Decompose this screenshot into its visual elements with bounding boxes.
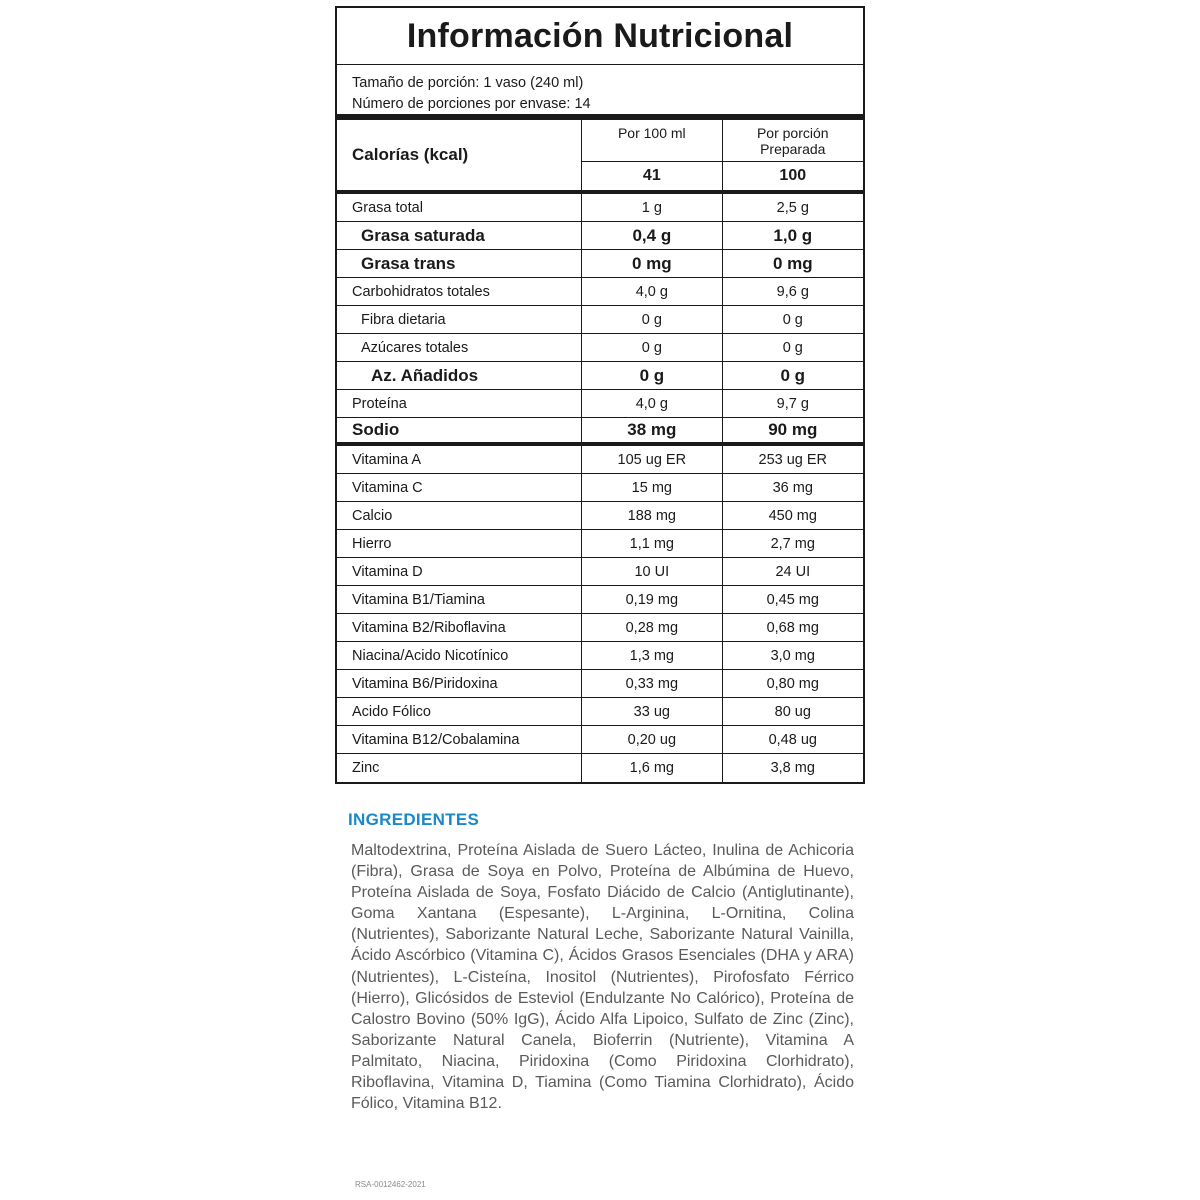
nutrient-name: Vitamina B6/Piridoxina <box>337 670 582 697</box>
value-per-serving: 1,0 g <box>773 225 813 245</box>
nutrient-name: Grasa total <box>337 194 582 221</box>
table-row <box>337 670 863 698</box>
value-per-100: 0,28 mg <box>582 614 722 641</box>
col1-header: Por 100 ml <box>582 120 721 162</box>
value-per-100: 0 mg <box>582 250 722 277</box>
value-per-serving: 2,7 mg <box>770 535 815 552</box>
table-row <box>337 306 863 334</box>
value-per-100: 38 mg <box>582 418 722 442</box>
table-row <box>337 446 863 474</box>
table-row <box>337 390 863 418</box>
value-per-serving: 9,6 g <box>776 283 809 300</box>
value-per-100: 1,3 mg <box>582 642 722 669</box>
nutrient-name: Grasa trans <box>337 250 582 277</box>
value-per-100: 15 mg <box>582 474 722 501</box>
col2-header <box>723 120 863 162</box>
registration-code: RSA-0012462-2021 <box>355 1180 426 1189</box>
value-per-100: 33 ug <box>582 698 722 725</box>
calories-per-serving: 100 <box>779 167 807 184</box>
nutrient-name: Vitamina B2/Riboflavina <box>337 614 582 641</box>
table-row <box>337 278 863 306</box>
col2-header-line2: Preparada <box>760 141 826 157</box>
value-per-serving: 450 mg <box>768 507 817 524</box>
value-per-serving: 0 g <box>782 311 803 328</box>
nutrient-name: Vitamina A <box>337 446 582 473</box>
nutrient-name: Sodio <box>337 418 582 442</box>
calories-header <box>337 120 863 194</box>
table-row <box>337 222 863 250</box>
calories-label: Calorías (kcal) <box>337 120 582 190</box>
value-per-serving: 2,5 g <box>776 199 809 216</box>
nutrient-name: Vitamina B1/Tiamina <box>337 586 582 613</box>
value-per-serving: 80 ug <box>774 703 811 720</box>
value-per-serving: 9,7 g <box>776 395 809 412</box>
serving-size: Tamaño de porción: 1 vaso (240 ml) <box>352 75 584 91</box>
value-per-100: 0 g <box>582 362 722 389</box>
nutrient-name: Niacina/Acido Nicotínico <box>337 642 582 669</box>
table-row <box>337 614 863 642</box>
table-row <box>337 642 863 670</box>
nutrient-name: Az. Añadidos <box>337 362 582 389</box>
value-per-serving: 0,48 ug <box>768 731 817 748</box>
col-per-100 <box>582 120 722 190</box>
value-per-100: 4,0 g <box>582 278 722 305</box>
table-row <box>337 586 863 614</box>
value-per-100: 1 g <box>582 194 722 221</box>
ingredients-title: INGREDIENTES <box>348 810 480 829</box>
nutrient-name: Vitamina D <box>337 558 582 585</box>
value-per-serving: 0,45 mg <box>766 591 819 608</box>
table-row <box>337 726 863 754</box>
nutrient-name: Fibra dietaria <box>337 306 582 333</box>
table-row <box>337 754 863 782</box>
value-per-100: 0,33 mg <box>582 670 722 697</box>
value-per-serving: 90 mg <box>768 420 818 439</box>
nutrient-name: Vitamina B12/Cobalamina <box>337 726 582 753</box>
nutrient-name: Azúcares totales <box>337 334 582 361</box>
value-per-serving: 3,0 mg <box>770 647 815 664</box>
nutrient-name: Calcio <box>337 502 582 529</box>
col-per-serving <box>723 120 863 190</box>
table-row <box>337 194 863 222</box>
value-per-100: 0 g <box>582 334 722 361</box>
nutrient-name: Grasa saturada <box>337 222 582 249</box>
value-per-100: 0,4 g <box>582 222 722 249</box>
nutrient-name: Carbohidratos totales <box>337 278 582 305</box>
value-per-100: 0 g <box>582 306 722 333</box>
nutrient-name: Zinc <box>337 754 582 782</box>
value-per-serving: 0,80 mg <box>766 675 819 692</box>
value-per-serving: 0 mg <box>772 253 813 273</box>
value-per-serving: 0 g <box>782 339 803 356</box>
col2-header-line1: Por porción <box>756 125 829 141</box>
value-per-100: 105 ug ER <box>582 446 722 473</box>
nutrient-name: Acido Fólico <box>337 698 582 725</box>
label-title: Información Nutricional <box>337 8 863 65</box>
value-per-100: 10 UI <box>582 558 722 585</box>
servings-per-container: Número de porciones por envase: 14 <box>352 96 591 112</box>
value-per-serving: 24 UI <box>775 563 811 580</box>
value-per-100: 4,0 g <box>582 390 722 417</box>
table-row <box>337 474 863 502</box>
value-per-serving: 36 mg <box>772 479 813 496</box>
table-row <box>337 502 863 530</box>
table-row <box>337 250 863 278</box>
value-per-100: 0,19 mg <box>582 586 722 613</box>
value-per-100: 0,20 ug <box>582 726 722 753</box>
nutrient-name: Vitamina C <box>337 474 582 501</box>
nutrient-name: Proteína <box>337 390 582 417</box>
value-per-100: 188 mg <box>582 502 722 529</box>
table-row <box>337 558 863 586</box>
ingredients-text: Maltodextrina, Proteína Aislada de Suero Lácteo, Inulina de Achicoria (Fibra), Grasa de Soya en Polvo, Proteína de Albúmina de Huevo, Proteína Aislada de Soya, Fosfato Diácido de Calcio (Antiglutinante), Goma Xantana (Espesante), L-Arginina, L-Ornitina, Colina (Nutrientes), Saborizante Natural Leche, Saborizante Natural Vainilla, Ácido Ascórbico (Vitamina C), Ácidos Grasos Esenciales (DHA y ARA) (Nutrientes), L-Cisteína, Inositol (Nutrientes), Pirofosfato Férrico (Hierro), Glicósidos de Esteviol (Endulzante No Calórico), Proteína de Calostro Bovino (50% IgG), Ácido Alfa Lipoico, Sulfato de Zinc (Zinc), Saborizante Natural Canela, Bioferrin (Nutriente), Vitamina A Palmitato, Niacina, Piridoxina (Como Piridoxina Clorhidrato), Riboflavina, Vitamina D, Tiamina (Como Tiamina Clorhidrato), Ácido Fólico, Vitamina B12. <box>351 842 854 1113</box>
value-per-serving: 0,68 mg <box>766 619 819 636</box>
table-row <box>337 334 863 362</box>
table-row <box>337 698 863 726</box>
serving-info <box>337 65 863 120</box>
value-per-serving: 0 g <box>780 365 806 385</box>
nutrition-facts-label <box>335 6 865 784</box>
nutrient-name: Hierro <box>337 530 582 557</box>
table-row <box>337 530 863 558</box>
table-row <box>337 418 863 446</box>
value-per-100: 1,6 mg <box>582 754 722 782</box>
calories-per-100: 41 <box>642 167 661 184</box>
value-per-100: 1,1 mg <box>582 530 722 557</box>
value-per-serving: 3,8 mg <box>770 760 815 776</box>
value-per-serving: 253 ug ER <box>758 451 828 468</box>
table-row <box>337 362 863 390</box>
